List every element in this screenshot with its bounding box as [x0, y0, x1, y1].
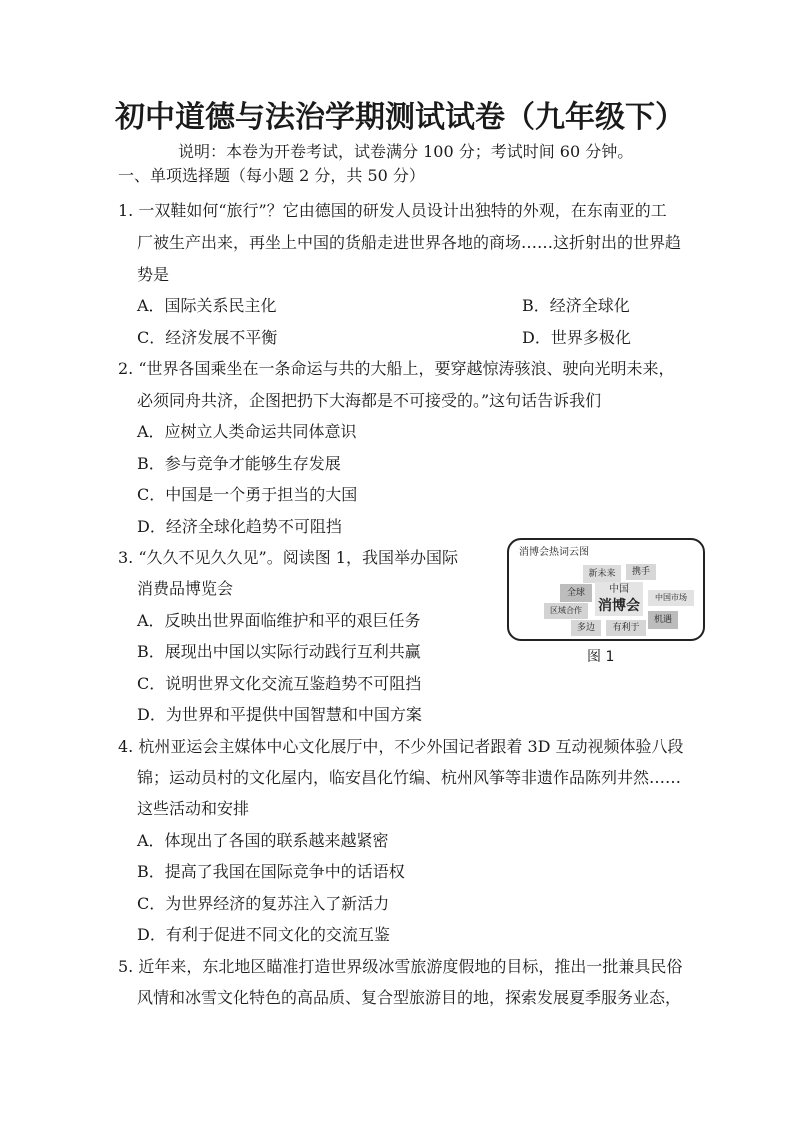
- q4-option-d: D．有利于促进不同文化的交流互鉴: [137, 925, 390, 944]
- q4-option-b: B．提高了我国在国际竞争中的话语权: [137, 862, 405, 881]
- q3-line: 3. “久久不见久久见”。阅读图 1，我国举办国际: [118, 548, 458, 567]
- q4-option-c: C．为世界经济的复苏注入了新活力: [137, 894, 390, 913]
- q1-line: 厂被生产出来，再坐上中国的货船走进世界各地的商场……这折射出的世界趋: [137, 233, 682, 252]
- figure-label: 图 1: [587, 649, 615, 665]
- word-cloud-word: 有利于: [606, 620, 646, 636]
- q1-line: 1. 一双鞋如何“旅行”？它由德国的研发人员设计出独特的外观，在东南亚的工: [118, 201, 667, 220]
- exam-title: 初中道德与法治学期测试试卷（九年级下）: [115, 100, 685, 135]
- word-cloud-word: 全球: [560, 584, 592, 602]
- word-cloud-word: 消博会: [595, 597, 643, 616]
- figure-caption: 消博会热词云图: [519, 547, 589, 558]
- word-cloud-word: 新未来: [583, 565, 621, 583]
- word-cloud-word: 多边: [571, 620, 601, 636]
- word-cloud-word: 区域合作: [544, 603, 588, 619]
- q3-option-d: D．为世界和平提供中国智慧和中国方案: [137, 705, 422, 724]
- word-cloud-figure: [507, 538, 705, 641]
- q1-option-a: A．国际关系民主化: [137, 296, 277, 315]
- q4-line: 4. 杭州亚运会主媒体中心文化展厅中，不少外国记者跟着 3D 互动视频体验八段: [118, 737, 684, 756]
- q1-line: 势是: [137, 265, 170, 284]
- q1-option-c: C．经济发展不平衡: [137, 328, 278, 347]
- section-heading: 一、单项选择题（每小题 2 分，共 50 分）: [118, 166, 425, 185]
- word-cloud-word: 中国市场: [648, 590, 694, 606]
- word-cloud-word: 中国: [595, 582, 643, 598]
- q1-option-d: D．世界多极化: [522, 328, 631, 347]
- q2-option-c: C．中国是一个勇于担当的大国: [137, 485, 358, 504]
- word-cloud-word: 机遇: [648, 611, 678, 629]
- q5-line: 风情和冰雪文化特色的高品质、复合型旅游目的地，探索发展夏季服务业态，: [137, 988, 682, 1007]
- q4-line: 锦；运动员村的文化屋内，临安昌化竹编、杭州风筝等非遗作品陈列井然……: [137, 768, 682, 787]
- q1-option-b: B．经济全球化: [522, 296, 630, 315]
- q4-option-a: A．体现出了各国的联系越来越紧密: [137, 831, 389, 850]
- word-cloud-word: 携手: [626, 564, 656, 580]
- q3-line: 消费品博览会: [137, 579, 234, 598]
- exam-instructions: 说明：本卷为开卷考试，试卷满分 100 分；考试时间 60 分钟。: [178, 142, 634, 161]
- q3-option-b: B．展现出中国以实际行动践行互利共赢: [137, 642, 421, 661]
- q2-line: 2. “世界各国乘坐在一条命运与共的大船上，要穿越惊涛骇浪、驶向光明未来，: [118, 359, 675, 378]
- q5-line: 5. 近年来，东北地区瞄准打造世界级冰雪旅游度假地的目标，推出一批兼具民俗: [118, 957, 683, 976]
- q4-line: 这些活动和安排: [137, 799, 250, 818]
- q2-option-d: D．经济全球化趋势不可阻挡: [137, 517, 342, 536]
- q2-option-a: A．应树立人类命运共同体意识: [137, 422, 357, 441]
- q2-line: 必须同舟共济，企图把扔下大海都是不可接受的。”这句话告诉我们: [137, 391, 602, 410]
- q3-option-c: C．说明世界文化交流互鉴趋势不可阻挡: [137, 674, 422, 693]
- q2-option-b: B．参与竞争才能够生存发展: [137, 454, 341, 473]
- q3-option-a: A．反映出世界面临维护和平的艰巨任务: [137, 611, 421, 630]
